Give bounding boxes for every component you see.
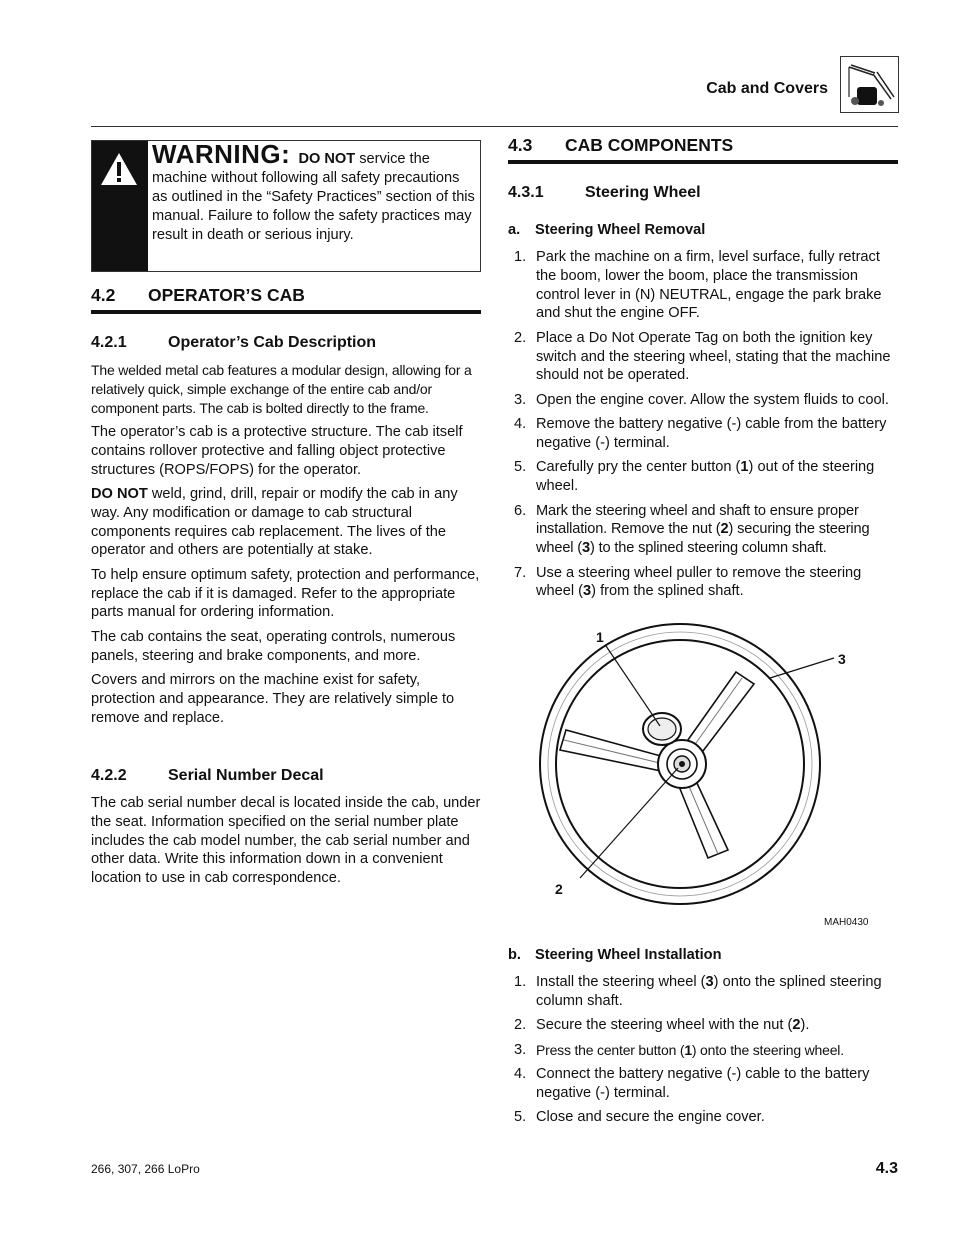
callout-3: 3 xyxy=(838,651,846,667)
page-number: 4.3 xyxy=(875,1160,898,1177)
warning-word: WARNING: xyxy=(152,139,291,169)
serial-number-decal-text xyxy=(91,794,483,894)
subsection-heading-4-2-2: 4.2.2 Serial Number Decal xyxy=(91,767,324,784)
list-item: 3. Press the center button (1) onto the steering wheel. xyxy=(514,1041,844,1058)
section-heading-4-3: 4.3 CAB COMPONENTS xyxy=(508,135,734,155)
cab-description xyxy=(91,361,483,733)
list-item: 2. Place a Do Not Operate Tag on both the ignition key switch and the steering wheel, stating that the machine should not be operated. xyxy=(514,329,891,384)
removal-heading: a. Steering Wheel Removal xyxy=(508,222,706,238)
list-item: 6. Mark the steering wheel and shaft to ensure proper installation. Remove the nut (2) securing the steering wheel (3) to the splined steering column shaft. xyxy=(514,502,870,557)
list-item: 1. Install the steering wheel (3) onto the splined steering column shaft. xyxy=(514,974,882,1009)
list-item: 2. Secure the steering wheel with the nut (2). xyxy=(514,1017,810,1034)
installation-heading: b. Steering Wheel Installation xyxy=(508,947,722,963)
list-item: 7. Use a steering wheel puller to remove the steering wheel (3) from the splined shaft. xyxy=(514,564,862,600)
list-item: 4. Remove the battery negative (-) cable from the battery negative (-) terminal. xyxy=(514,416,887,451)
paragraph: DO NOT weld, grind, drill, repair or modify the cab in any way. Any modification or damage to cab structural components requires cab replacement. The lives of the operator and others are potentially at stake. xyxy=(91,485,458,559)
warning-body: service the machine without following all safety precautions as outlined in the “Safety Practices” section of this manual. Failure to follow the safety practices may result in death or serious injury. xyxy=(152,151,475,243)
list-item: 4. Connect the battery negative (-) cable to the battery negative (-) terminal. xyxy=(514,1065,870,1101)
paragraph: The welded metal cab features a modular design, allowing for a relatively quick, simple exchange of the entire cab and/or component parts. The cab is bolted directly to the frame. xyxy=(91,362,472,416)
warning-text xyxy=(152,139,478,245)
figure-id: MAH0430 xyxy=(824,917,869,928)
section-heading-4-2: 4.2 OPERATOR’S CAB xyxy=(91,285,305,305)
installation-steps xyxy=(508,973,898,1133)
running-header-title: Cab and Covers xyxy=(706,80,828,97)
steering-wheel-figure xyxy=(508,622,898,932)
warning-box xyxy=(91,140,481,272)
warning-triangle-icon xyxy=(99,151,139,187)
removal-steps xyxy=(508,248,898,607)
paragraph: The operator’s cab is a protective structure. The cab itself contains rollover protective and falling object protective structures (ROPS/FOPS) for the operator. xyxy=(91,423,463,478)
list-item: 5. Close and secure the engine cover. xyxy=(514,1109,765,1126)
list-item: 3. Open the engine cover. Allow the system fluids to cool. xyxy=(514,391,889,408)
subsection-heading-4-3-1: 4.3.1 Steering Wheel xyxy=(508,184,701,201)
list-item: 5. Carefully pry the center button (1) out of the steering wheel. xyxy=(514,459,875,495)
callout-2: 2 xyxy=(555,881,563,897)
section-rule xyxy=(91,310,481,314)
paragraph: The cab contains the seat, operating controls, numerous panels, steering and brake components, and more. xyxy=(91,628,456,664)
paragraph: To help ensure optimum safety, protection and performance, replace the cab if it is damaged. Refer to the appropriate parts manual for ordering information. xyxy=(91,566,480,621)
paragraph: Covers and mirrors on the machine exist for safety, protection and appearance. They are relatively simple to remove and replace. xyxy=(91,671,455,726)
header-rule xyxy=(91,126,898,127)
paragraph: The cab serial number decal is located inside the cab, under the seat. Information specified on the serial number plate includes the cab model number, the cab serial number and other data. Write this information down in a convenient location to use in cab correspondence. xyxy=(91,795,481,887)
subsection-heading-4-2-1: 4.2.1 Operator’s Cab Description xyxy=(91,334,377,351)
forklift-cab-icon xyxy=(840,56,899,113)
callout-1: 1 xyxy=(596,629,604,645)
warning-bar xyxy=(92,141,148,271)
list-item: 1. Park the machine on a firm, level surface, fully retract the boom, lower the boom, place the transmission control lever in (N) NEUTRAL, engage the park brake and shut the engine OFF. xyxy=(514,249,882,322)
section-rule xyxy=(508,160,898,164)
footer-models: 266, 307, 266 LoPro xyxy=(91,1162,200,1176)
warning-lead: DO NOT xyxy=(298,151,356,167)
